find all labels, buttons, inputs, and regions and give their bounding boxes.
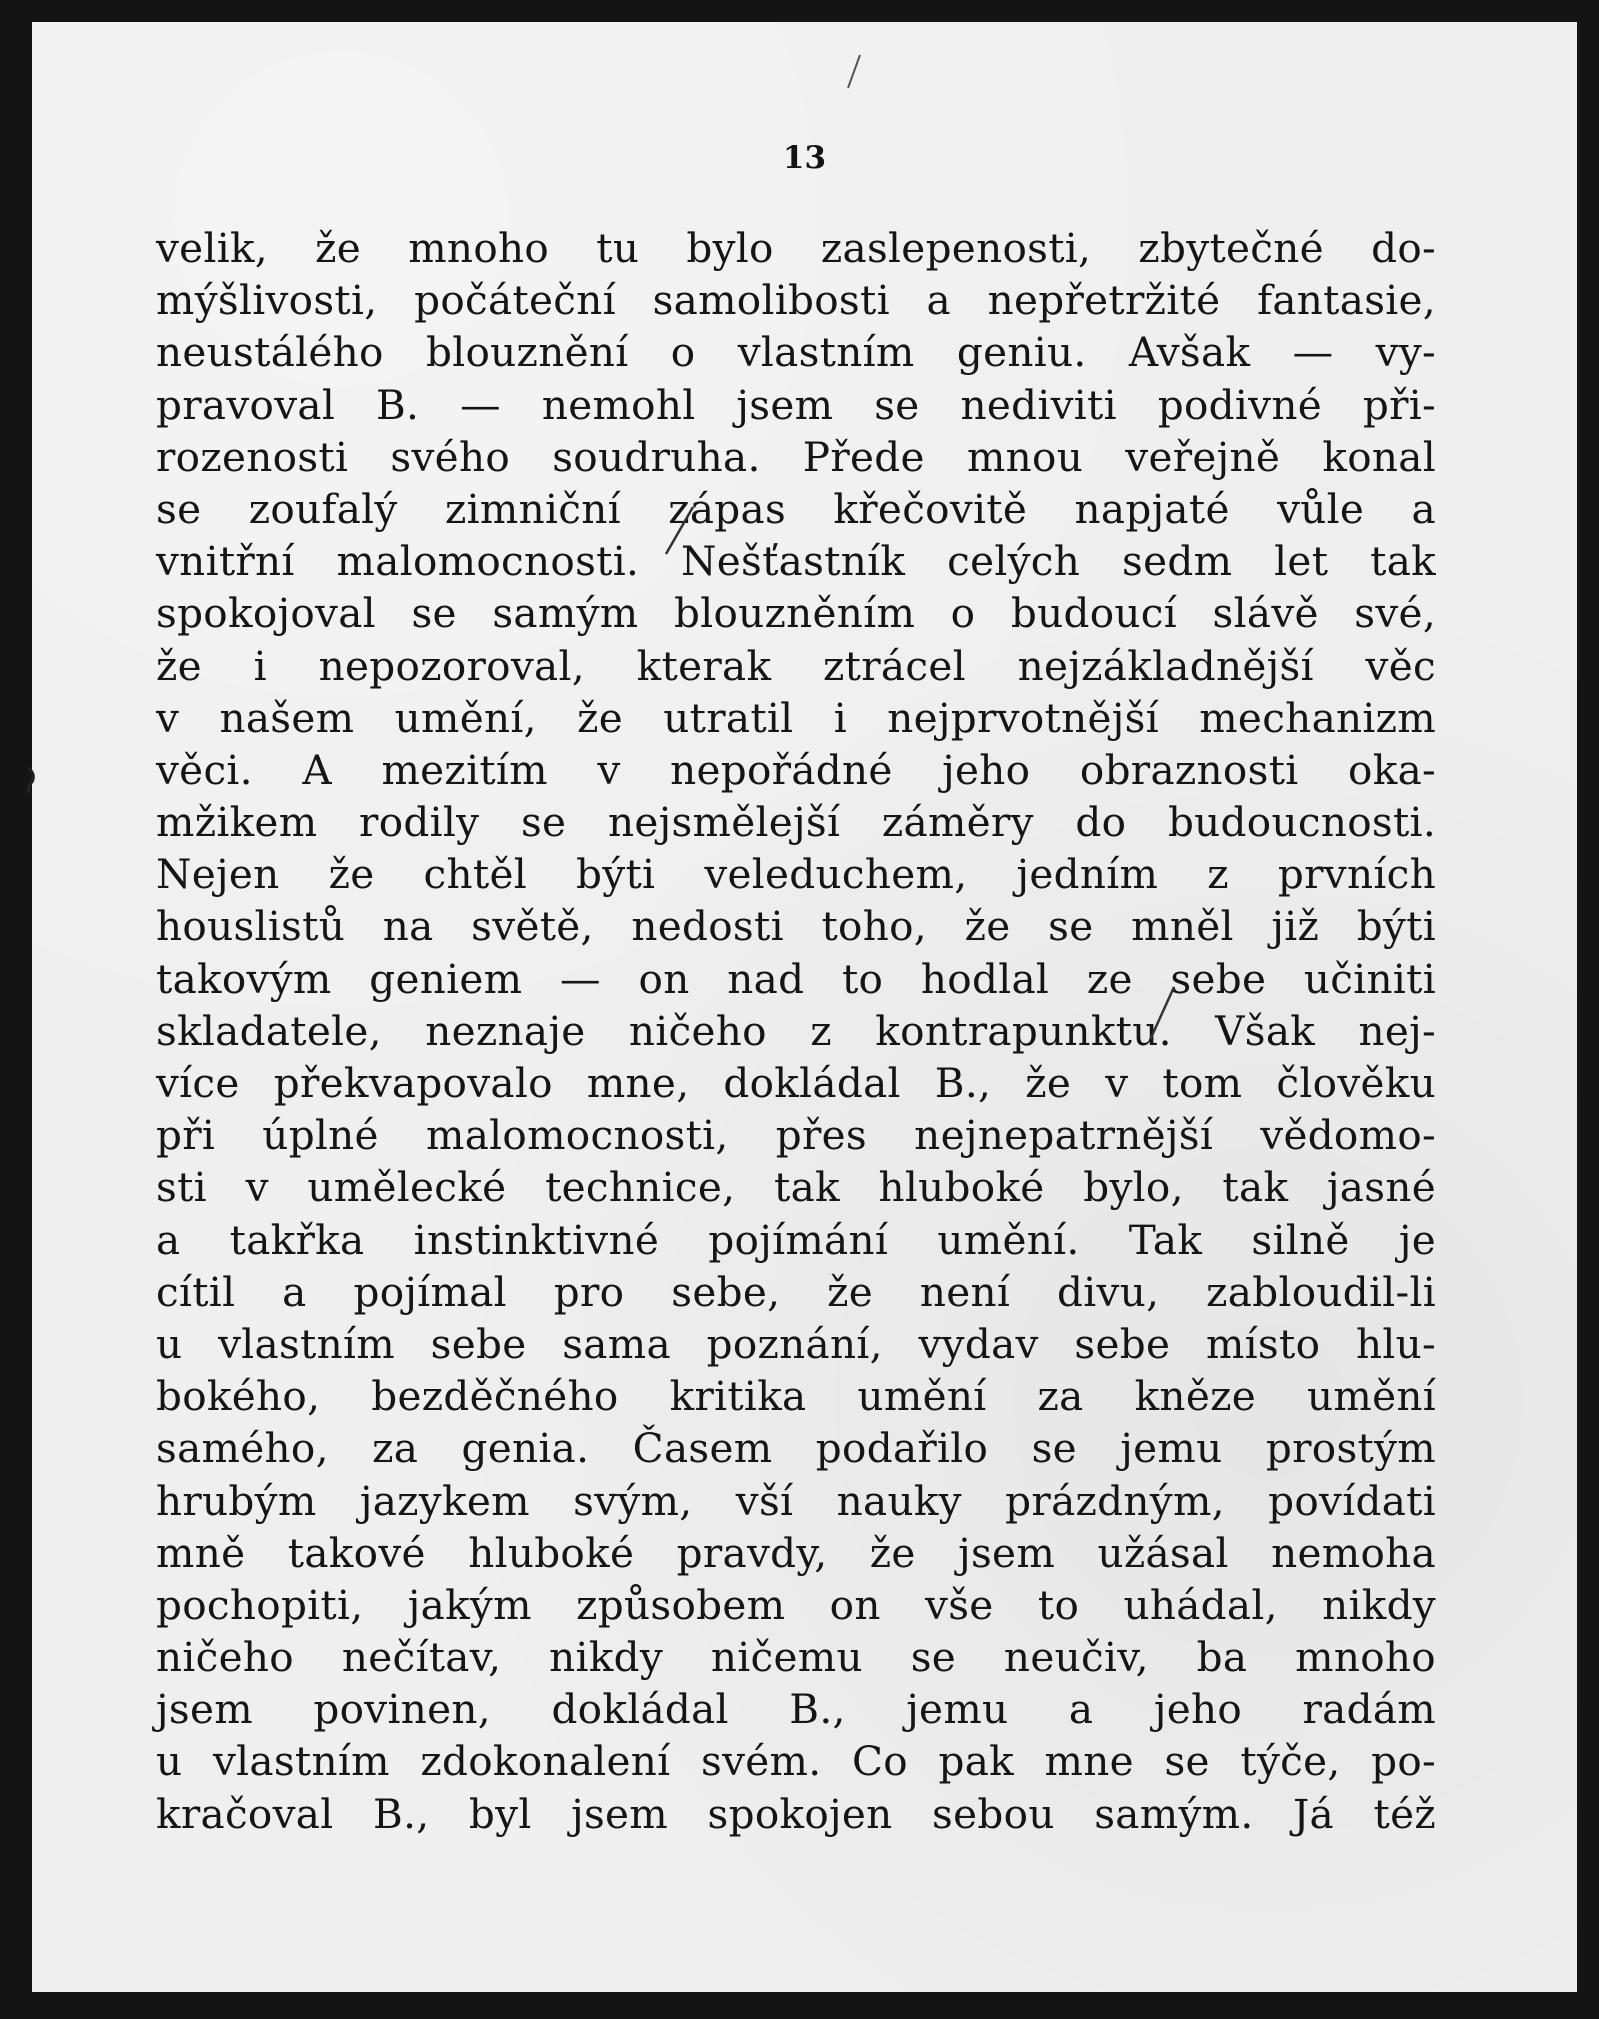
text-line: pochopiti, jakým způsobem on vše to uhádal, nikdy: [156, 1580, 1436, 1629]
text-line: u vlastním sebe sama poznání, vydav sebe místo hlu-: [156, 1319, 1436, 1368]
text-line: neustálého blouznění o vlastním geniu. Avšak — vy-: [156, 328, 1436, 377]
text-line: houslistů na světě, nedosti toho, že se mněl již býti: [156, 902, 1436, 951]
text-line: při úplné malomocnosti, přes nejnepatrnější vědomo-: [156, 1111, 1436, 1160]
text-line: velik, že mnoho tu bylo zaslepenosti, zbytečné do-: [156, 224, 1436, 272]
text-line: se zoufalý zimniční zápas křečovitě napjaté vůle a: [156, 484, 1436, 533]
text-line: vnitřní malomocnosti. Nešťastník celých sedm let tak: [156, 537, 1436, 586]
text-line: mně takové hluboké pravdy, že jsem užásal nemoha: [156, 1528, 1436, 1577]
text-line: skladatele, neznaje ničeho z kontrapunktu. Však nej-: [156, 1006, 1436, 1055]
text-line: samého, za genia. Časem podařilo se jemu prostým: [156, 1424, 1436, 1473]
text-line: kračoval B., byl jsem spokojen sebou samým. Já též: [156, 1789, 1436, 1838]
text-line: cítil a pojímal pro sebe, že není divu, zabloudil-li: [156, 1267, 1436, 1316]
page-number: 13: [782, 140, 827, 176]
text-line: sti v umělecké technice, tak hluboké bylo, tak jasné: [156, 1163, 1436, 1212]
text-line: spokojoval se samým blouzněním o budoucí slávě své,: [156, 589, 1436, 638]
text-line: a takřka instinktivné pojímání umění. Tak silně je: [156, 1215, 1436, 1264]
text-line: Nejen že chtěl býti veleduchem, jedním z prvních: [156, 850, 1436, 899]
text-line: v našem umění, že utratil i nejprvotnější mechanizm: [156, 693, 1436, 742]
text-line: pravoval B. — nemohl jsem se nediviti podivné při-: [156, 380, 1436, 429]
text-line: rozenosti svého soudruha. Přede mnou veřejně konal: [156, 432, 1436, 481]
text-line: takovým geniem — on nad to hodlal ze sebe učiniti: [156, 954, 1436, 1003]
body-text: [156, 222, 1436, 1840]
book-page: [32, 22, 1577, 1992]
text-line: hrubým jazykem svým, vší nauky prázdným, povídati: [156, 1476, 1436, 1525]
text-line: bokého, bezděčného kritika umění za kněze umění: [156, 1372, 1436, 1421]
text-line: více překvapovalo mne, dokládal B., že v tom člověku: [156, 1059, 1436, 1107]
text-line: že i nepozoroval, kterak ztrácel nejzákladnější věc: [156, 641, 1436, 690]
text-line: jsem povinen, dokládal B., jemu a jeho radám: [156, 1685, 1436, 1734]
text-line: mýšlivosti, počáteční samolibosti a nepřetržité fantasie,: [156, 276, 1436, 325]
text-line: věci. A mezitím v nepořádné jeho obraznosti oka-: [156, 745, 1436, 794]
text-line: u vlastním zdokonalení svém. Co pak mne se týče, po-: [156, 1737, 1436, 1786]
text-line: ničeho nečítav, nikdy ničemu se neučiv, ba mnoho: [156, 1633, 1436, 1682]
text-line: mžikem rodily se nejsmělejší záměry do budoucnosti.: [156, 798, 1436, 847]
